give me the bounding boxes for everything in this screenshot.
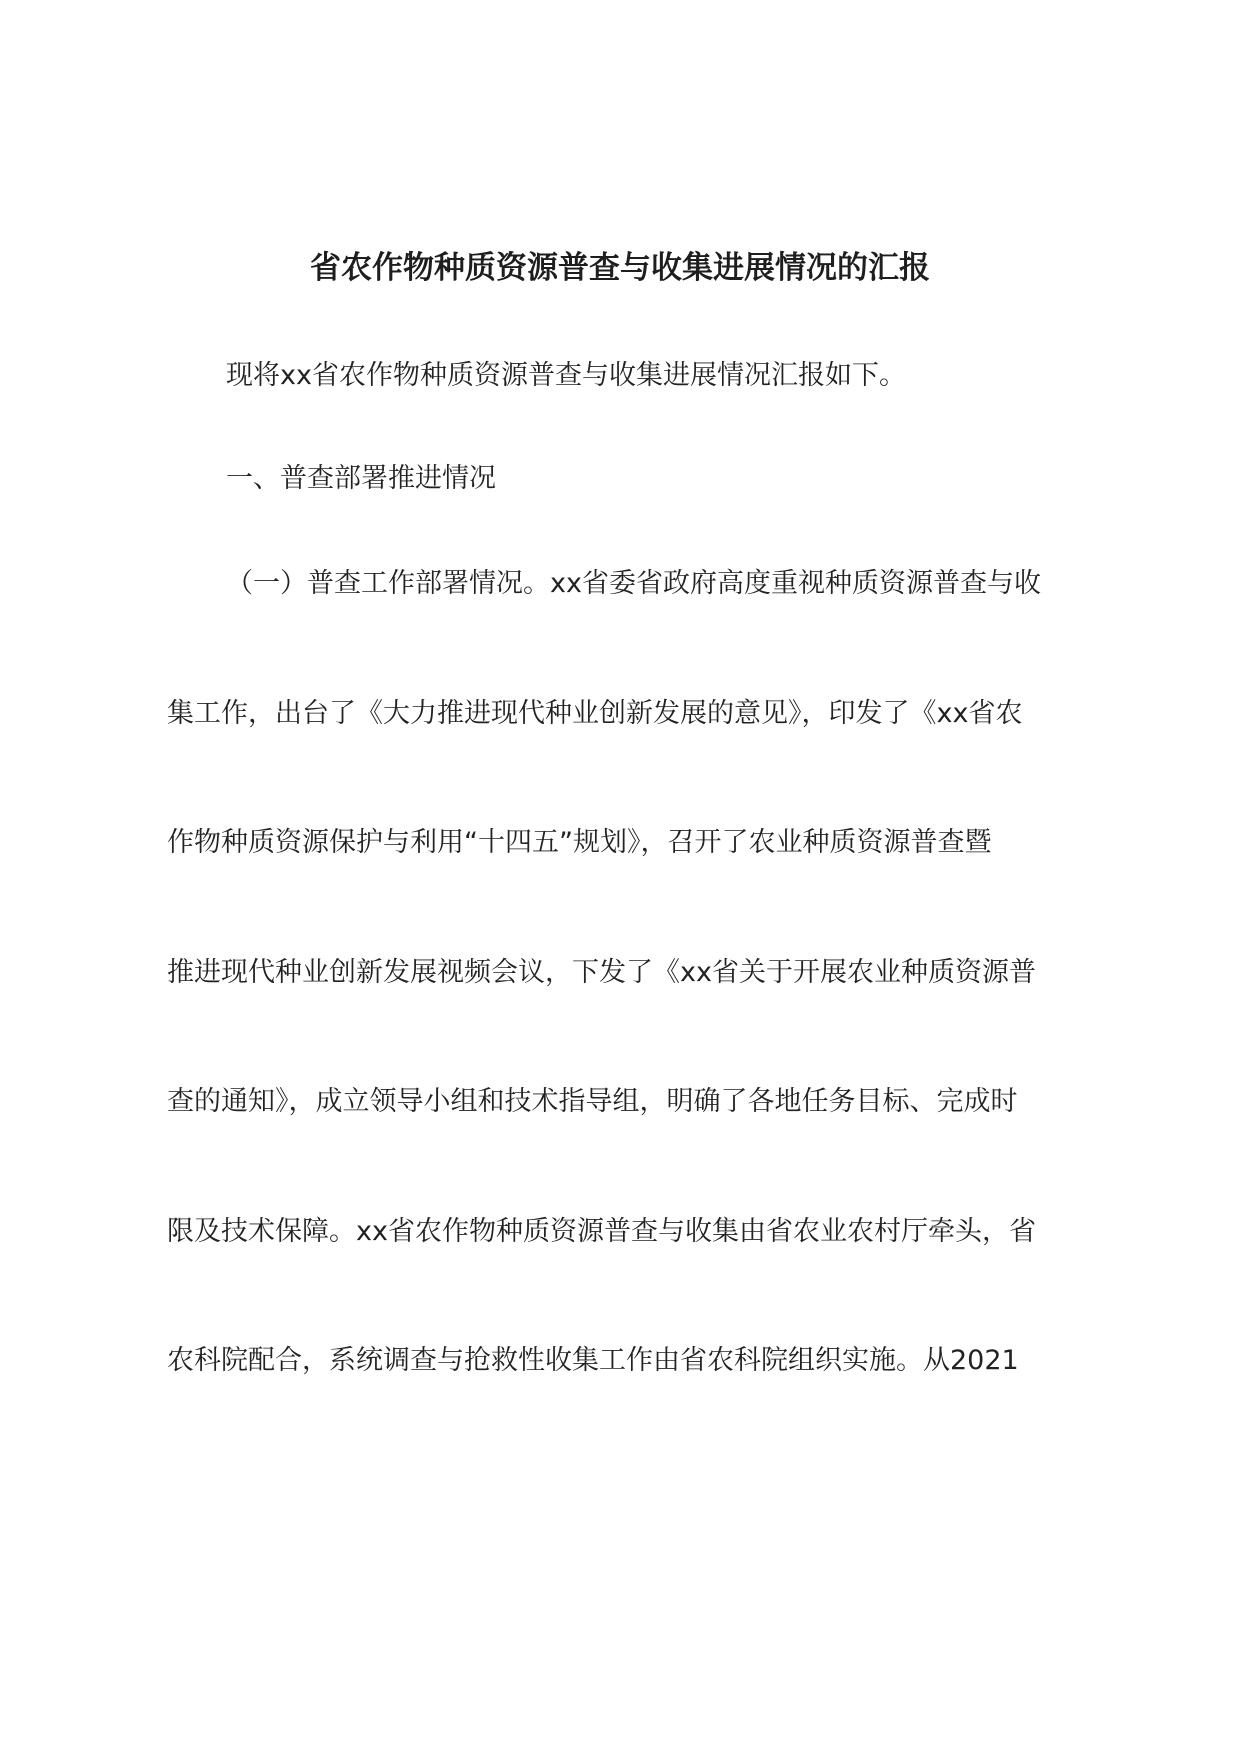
paragraph-line: 农科院配合，系统调查与抢救性收集工作由省农科院组织实施。从2021 bbox=[167, 1345, 1019, 1376]
paragraph-line: 集工作，出台了《大力推进现代种业创新发展的意见》，印发了《xx省农 bbox=[167, 698, 1023, 729]
paragraph-line: 推进现代种业创新发展视频会议，下发了《xx省关于开展农业种质资源普 bbox=[167, 957, 1036, 988]
paragraph-line: （一）普查工作部署情况。xx省委省政府高度重视种质资源普查与收 bbox=[226, 568, 1041, 599]
intro-paragraph: 现将xx省农作物种质资源普查与收集进展情况汇报如下。 bbox=[226, 360, 906, 391]
section-heading: 一、普查部署推进情况 bbox=[226, 463, 496, 494]
paragraph-line: 作物种质资源保护与利用“十四五”规划》，召开了农业种质资源普查暨 bbox=[167, 827, 992, 858]
document-title: 省农作物种质资源普查与收集进展情况的汇报 bbox=[310, 250, 930, 286]
paragraph-line: 查的通知》，成立领导小组和技术指导组，明确了各地任务目标、完成时 bbox=[167, 1086, 1018, 1117]
paragraph-line: 限及技术保障。xx省农作物种质资源普查与收集由省农业农村厅牵头，省 bbox=[167, 1216, 1036, 1247]
